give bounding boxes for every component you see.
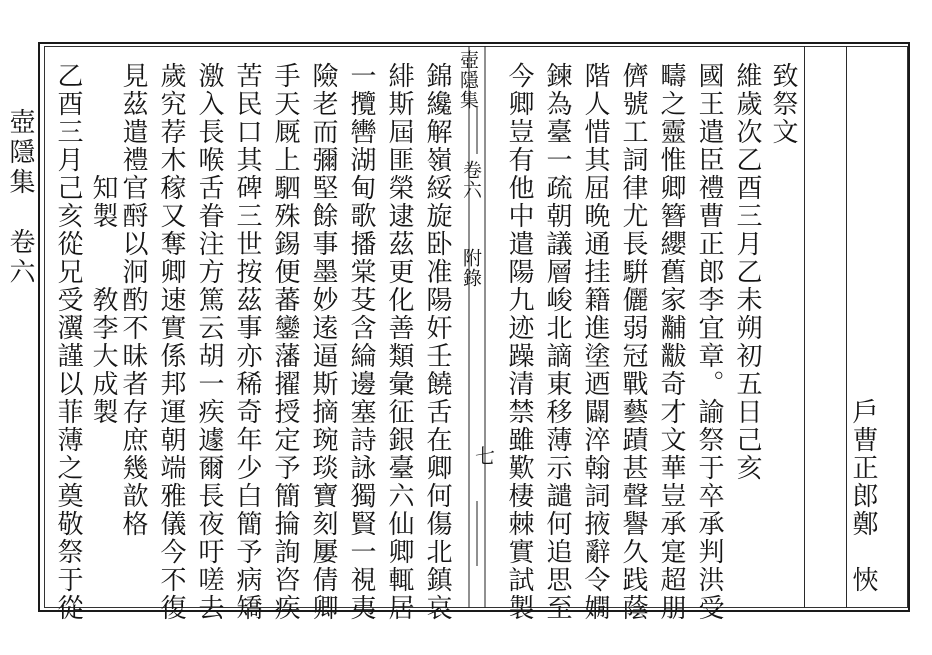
author-line: 戶曹正郎鄭 悏 xyxy=(848,398,878,594)
text-column-l0: 錦纔解嶺綏旋卧准陽奸壬饒舌在卿何傷北鎮哀 xyxy=(422,62,452,622)
text-column-l6: 激入長喉舌眷注方篤云胡一疾遽爾長夜吁嗟去 xyxy=(194,62,224,622)
text-column-r4: 儕號工詞律尤長騈儷弱冠戰藝蹟甚聲譽久践蔭 xyxy=(618,62,648,622)
running-head-volume: 卷六 xyxy=(460,160,482,200)
side-book-label: 壺隱集 卷六 xyxy=(5,108,35,288)
fishtail-marks xyxy=(468,46,486,608)
section-heading: 致祭文 xyxy=(768,62,798,146)
running-head-book: 壺隱集 xyxy=(457,50,479,110)
text-column-r6: 鍊為臺一疏朝議層峻北謫東移薄示譴何追思至 xyxy=(542,62,572,622)
center-fishtail-column xyxy=(468,46,486,608)
text-column-l4: 手天厩上駟殊錫便蕃鑾藩擢授定予簡掄詢咨疾 xyxy=(270,62,300,622)
column-divider xyxy=(846,46,847,608)
text-column-l2: 一攬轡湖甸歌播棠芟含綸邊塞詩詠獨賢一視夷 xyxy=(346,62,376,622)
running-head-section: 附錄 xyxy=(460,248,482,288)
text-column-r1: 維歲次乙酉三月乙未朔初五日己亥 xyxy=(732,62,762,482)
text-column-l7: 歲究荐木稼又奪卿速實係邦運朝端雅儀今不復 xyxy=(156,62,186,622)
text-column-l3: 險老而彌堅餘事墨妙逺逼斯摘琬琰寶刻屢倩卿 xyxy=(308,62,338,622)
page-number: 七 xyxy=(475,444,495,468)
text-column-l10: 乙酉三月己亥從兄受瀷謹以菲薄之奠敬祭于從 xyxy=(53,62,83,622)
text-column-r2: 國王遣臣禮曹正郎李宜章。諭祭于卒承判洪受 xyxy=(694,62,724,622)
text-column-r5: 階人惜其屈晩通挂籍進塗迺闢淬翰詞掖辭令嫺 xyxy=(580,62,610,622)
text-column-r7: 今卿豈有他中遣陽九迹躁清禁雖歎棲棘實試製 xyxy=(504,62,534,622)
text-column-l8: 見茲遣禮官酹以泂酌不昧者存庶幾歆格 xyxy=(118,62,148,538)
column-divider xyxy=(804,46,805,608)
text-column-r3: 疇之靈惟卿簪纓舊家黼黻奇才文華豈承寔超朋 xyxy=(656,62,686,622)
author-attribution: 知製 敎李大成製 xyxy=(88,62,118,426)
text-column-l5: 苦民口其碑三世按茲事亦稀奇年少白簡予病矯 xyxy=(232,62,262,622)
text-column-l1: 緋斯屆匪榮逮茲更化善類彙征銀臺六仙卿輒居 xyxy=(384,62,414,622)
